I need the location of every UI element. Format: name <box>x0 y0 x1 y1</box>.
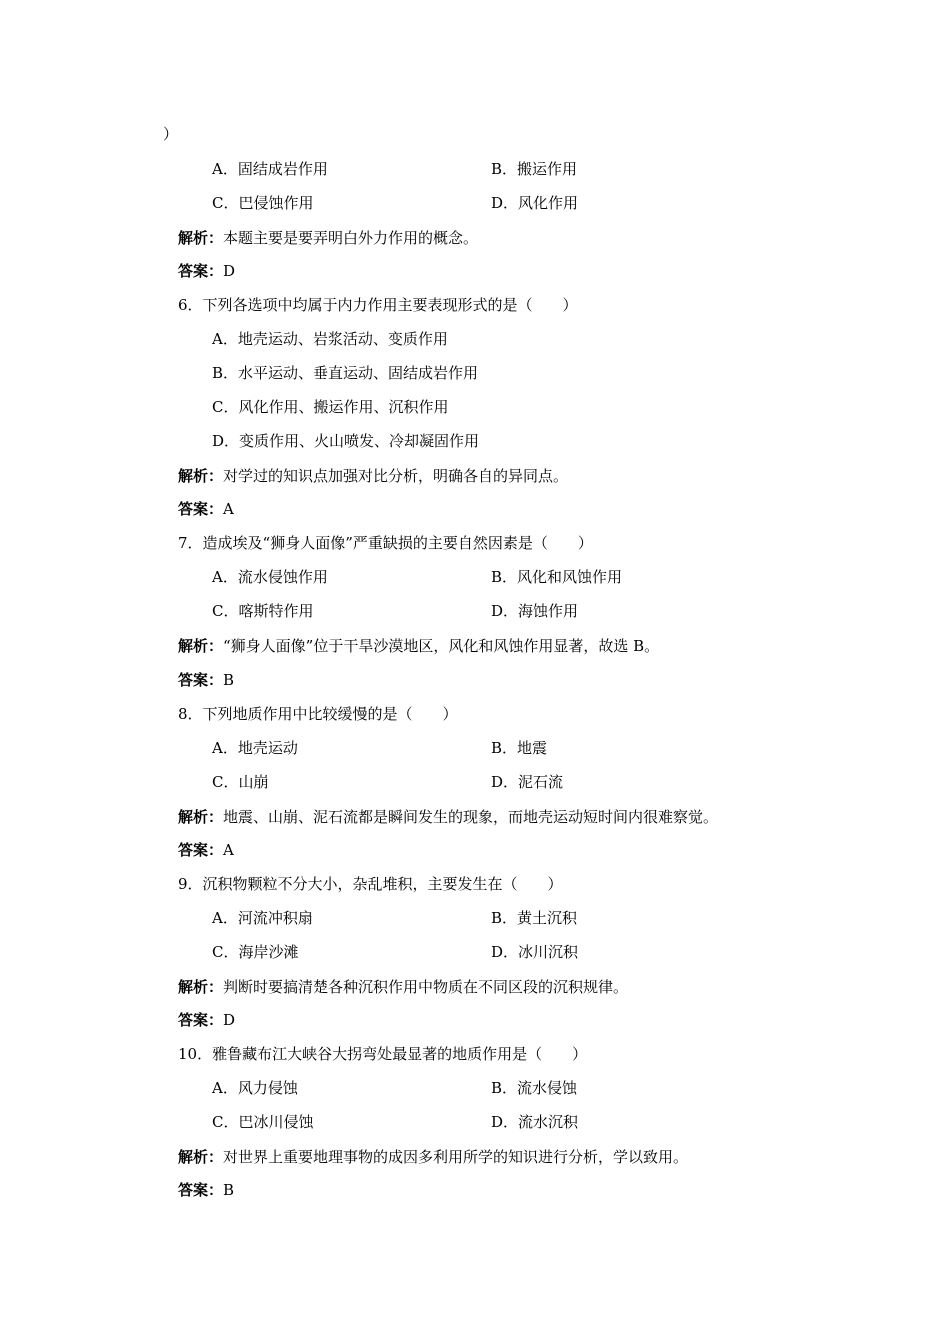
answer-label: 答案： <box>178 1181 224 1199</box>
q7-option-a: A．流水侵蚀作用 <box>212 568 328 586</box>
q8-option-d: D．泥石流 <box>491 773 564 791</box>
q9-answer <box>178 1010 235 1030</box>
q10-analysis <box>178 1147 688 1167</box>
q8-option-b: B．地震 <box>491 739 548 757</box>
analysis-text: 判断时要搞清楚各种沉积作用中物质在不同区段的沉积规律。 <box>223 978 629 996</box>
analysis-text: 本题主要是要弄明白外力作用的概念。 <box>223 229 479 247</box>
answer-label: 答案： <box>178 841 224 859</box>
analysis-label: 解析： <box>178 808 224 826</box>
q6-option-c: C．风化作用、搬运作用、沉积作用 <box>212 398 449 416</box>
q10-option-a: A．风力侵蚀 <box>212 1079 298 1097</box>
answer-value: A <box>223 500 234 518</box>
q9-option-b: B．黄土沉积 <box>491 909 578 927</box>
q5-option-c: C．巴侵蚀作用 <box>212 194 314 212</box>
q10-answer <box>178 1180 234 1200</box>
q5-option-a: A．固结成岩作用 <box>212 160 328 178</box>
q9-option-c: C．海岸沙滩 <box>212 943 299 961</box>
q5-answer <box>178 261 235 281</box>
analysis-label: 解析： <box>178 1148 224 1166</box>
answer-label: 答案： <box>178 671 224 689</box>
q8-stem: 8．下列地质作用中比较缓慢的是（ ） <box>178 705 458 723</box>
q6-option-a: A．地壳运动、岩浆活动、变质作用 <box>212 330 448 348</box>
answer-label: 答案： <box>178 1011 224 1029</box>
answer-value: B <box>223 671 235 689</box>
analysis-label: 解析： <box>178 229 224 247</box>
q9-option-d: D．冰川沉积 <box>491 943 579 961</box>
q8-answer <box>178 840 234 860</box>
q7-option-c: C．喀斯特作用 <box>212 602 314 620</box>
answer-value: A <box>223 841 234 859</box>
q7-option-b: B．风化和风蚀作用 <box>491 568 623 586</box>
q5-option-d: D．风化作用 <box>491 194 579 212</box>
analysis-text: 地震、山崩、泥石流都是瞬间发生的现象，而地壳运动短时间内很难察觉。 <box>223 808 719 826</box>
q5-option-b: B．搬运作用 <box>491 160 578 178</box>
q9-option-a: A．河流冲积扇 <box>212 909 313 927</box>
analysis-label: 解析： <box>178 467 224 485</box>
analysis-text: “狮身人面像”位于干旱沙漠地区，风化和风蚀作用显著，故选 B。 <box>223 637 660 655</box>
q7-stem: 7．造成埃及“狮身人面像”严重缺损的主要自然因素是（ ） <box>178 534 593 552</box>
q8-option-a: A．地壳运动 <box>212 739 298 757</box>
question-fragment: ） <box>163 125 179 143</box>
q7-option-d: D．海蚀作用 <box>491 602 579 620</box>
q6-answer <box>178 499 234 519</box>
q10-option-b: B．流水侵蚀 <box>491 1079 578 1097</box>
answer-label: 答案： <box>178 262 224 280</box>
q5-analysis <box>178 228 478 248</box>
answer-label: 答案： <box>178 500 224 518</box>
q6-stem: 6．下列各选项中均属于内力作用主要表现形式的是（ ） <box>178 296 578 314</box>
q7-analysis <box>178 636 659 656</box>
answer-value: D <box>223 1011 236 1029</box>
answer-value: D <box>223 262 236 280</box>
analysis-text: 对世界上重要地理事物的成因多利用所学的知识进行分析，学以致用。 <box>223 1148 689 1166</box>
answer-value: B <box>223 1181 235 1199</box>
q9-stem: 9．沉积物颗粒不分大小，杂乱堆积，主要发生在（ ） <box>178 875 563 893</box>
q10-option-d: D．流水沉积 <box>491 1113 579 1131</box>
q7-answer <box>178 670 234 690</box>
q8-option-c: C．山崩 <box>212 773 269 791</box>
q6-option-b: B．水平运动、垂直运动、固结成岩作用 <box>212 364 479 382</box>
q10-stem: 10．雅鲁藏布江大峡谷大拐弯处最显著的地质作用是（ ） <box>178 1045 588 1063</box>
q9-analysis <box>178 977 628 997</box>
q6-analysis <box>178 466 568 486</box>
analysis-text: 对学过的知识点加强对比分析，明确各自的异同点。 <box>223 467 569 485</box>
q10-option-c: C．巴冰川侵蚀 <box>212 1113 314 1131</box>
q6-option-d: D．变质作用、火山喷发、冷却凝固作用 <box>212 432 480 450</box>
q8-analysis <box>178 807 718 827</box>
analysis-label: 解析： <box>178 978 224 996</box>
analysis-label: 解析： <box>178 637 224 655</box>
